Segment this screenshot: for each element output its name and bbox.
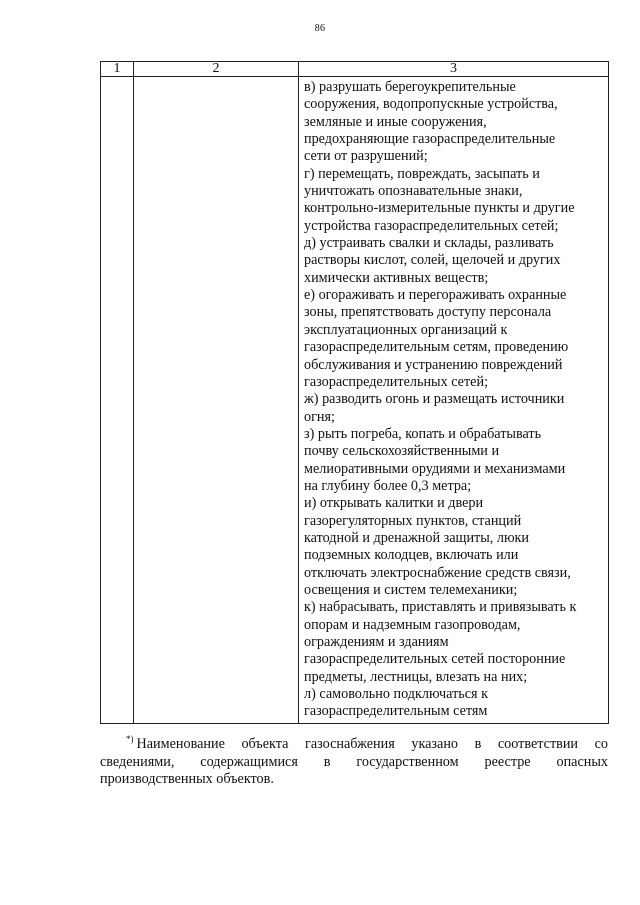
footnote-line: сведениями, содержащимися в государственном реестре опасных [100,753,608,770]
data-table [100,61,609,724]
text-line: химически активных веществ; [304,269,489,286]
column-header-1: 1 [101,62,134,77]
text-line: сети от разрушений; [304,148,428,165]
text-line: почву сельскохозяйственными и [304,443,500,460]
text-line: катодной и дренажной защиты, люки [304,529,530,546]
text-line: ж) разводить огонь и размещать источники [304,391,565,408]
text-line: газорегуляторных пунктов, станций [304,512,522,529]
cell-col-3 [299,77,609,724]
table-row [101,77,609,724]
text-line: предметы, лестницы, влезать на них; [304,668,528,685]
text-line: и) открывать калитки и двери [304,495,484,512]
text-line: предохраняющие газораспределительные [304,131,556,148]
footnote-marker: *) [126,734,134,745]
text-line: отключать электроснабжение средств связи, [304,564,571,581]
text-line: к) набрасывать, приставлять и привязывать к [304,599,577,616]
footnote [100,736,608,789]
text-line: газораспределительным сетям [304,703,488,720]
text-line: устройства газораспределительных сетей; [304,217,559,234]
footnote-line: производственных объектов. [100,771,274,787]
text-line: газораспределительных сетей посторонние [304,651,566,668]
footnote-text: Наименование объекта газоснабжения указано в соответствии со [136,736,608,752]
text-line: уничтожать опознавательные знаки, [304,183,523,200]
text-line: земляные и иные сооружения, [304,113,487,130]
text-line: зоны, препятствовать доступу персонала [304,304,552,321]
text-line: з) рыть погреба, копать и обрабатывать [304,425,542,442]
column-header-3: 3 [299,62,609,77]
text-line: огня; [304,408,335,425]
page-number: 86 [314,23,326,34]
text-line: эксплуатационных организаций к [304,321,508,338]
text-line: г) перемещать, повреждать, засыпать и [304,165,540,182]
text-line: обслуживания и устранению повреждений [304,356,563,373]
text-line: опорам и надземным газопроводам, [304,616,521,633]
text-line: на глубину более 0,3 метра; [304,477,472,494]
cell-col-1 [101,77,134,724]
text-line: освещения и систем телемеханики; [304,581,518,598]
text-line: л) самовольно подключаться к [304,686,489,703]
cell-col-2 [134,77,299,724]
text-line: е) огораживать и перегораживать охранные [304,287,567,304]
text-line: газораспределительных сетей; [304,373,489,390]
text-line: растворы кислот, солей, щелочей и других [304,252,561,269]
text-line: контрольно-измерительные пункты и другие [304,200,575,217]
text-line: сооружения, водопропускные устройства, [304,96,558,113]
column-header-2: 2 [134,62,299,77]
table-header-row [101,62,609,77]
text-line: мелиоративными орудиями и механизмами [304,460,566,477]
text-line: в) разрушать берегоукрепительные [304,79,516,95]
footnote-line [100,736,608,754]
text-line: газораспределительным сетям, проведению [304,339,569,356]
text-line: ограждениям и зданиям [304,634,449,650]
text-line: д) устраивать свалки и склады, разливать [304,235,554,252]
text-line: подземных колодцев, включать или [304,547,519,564]
